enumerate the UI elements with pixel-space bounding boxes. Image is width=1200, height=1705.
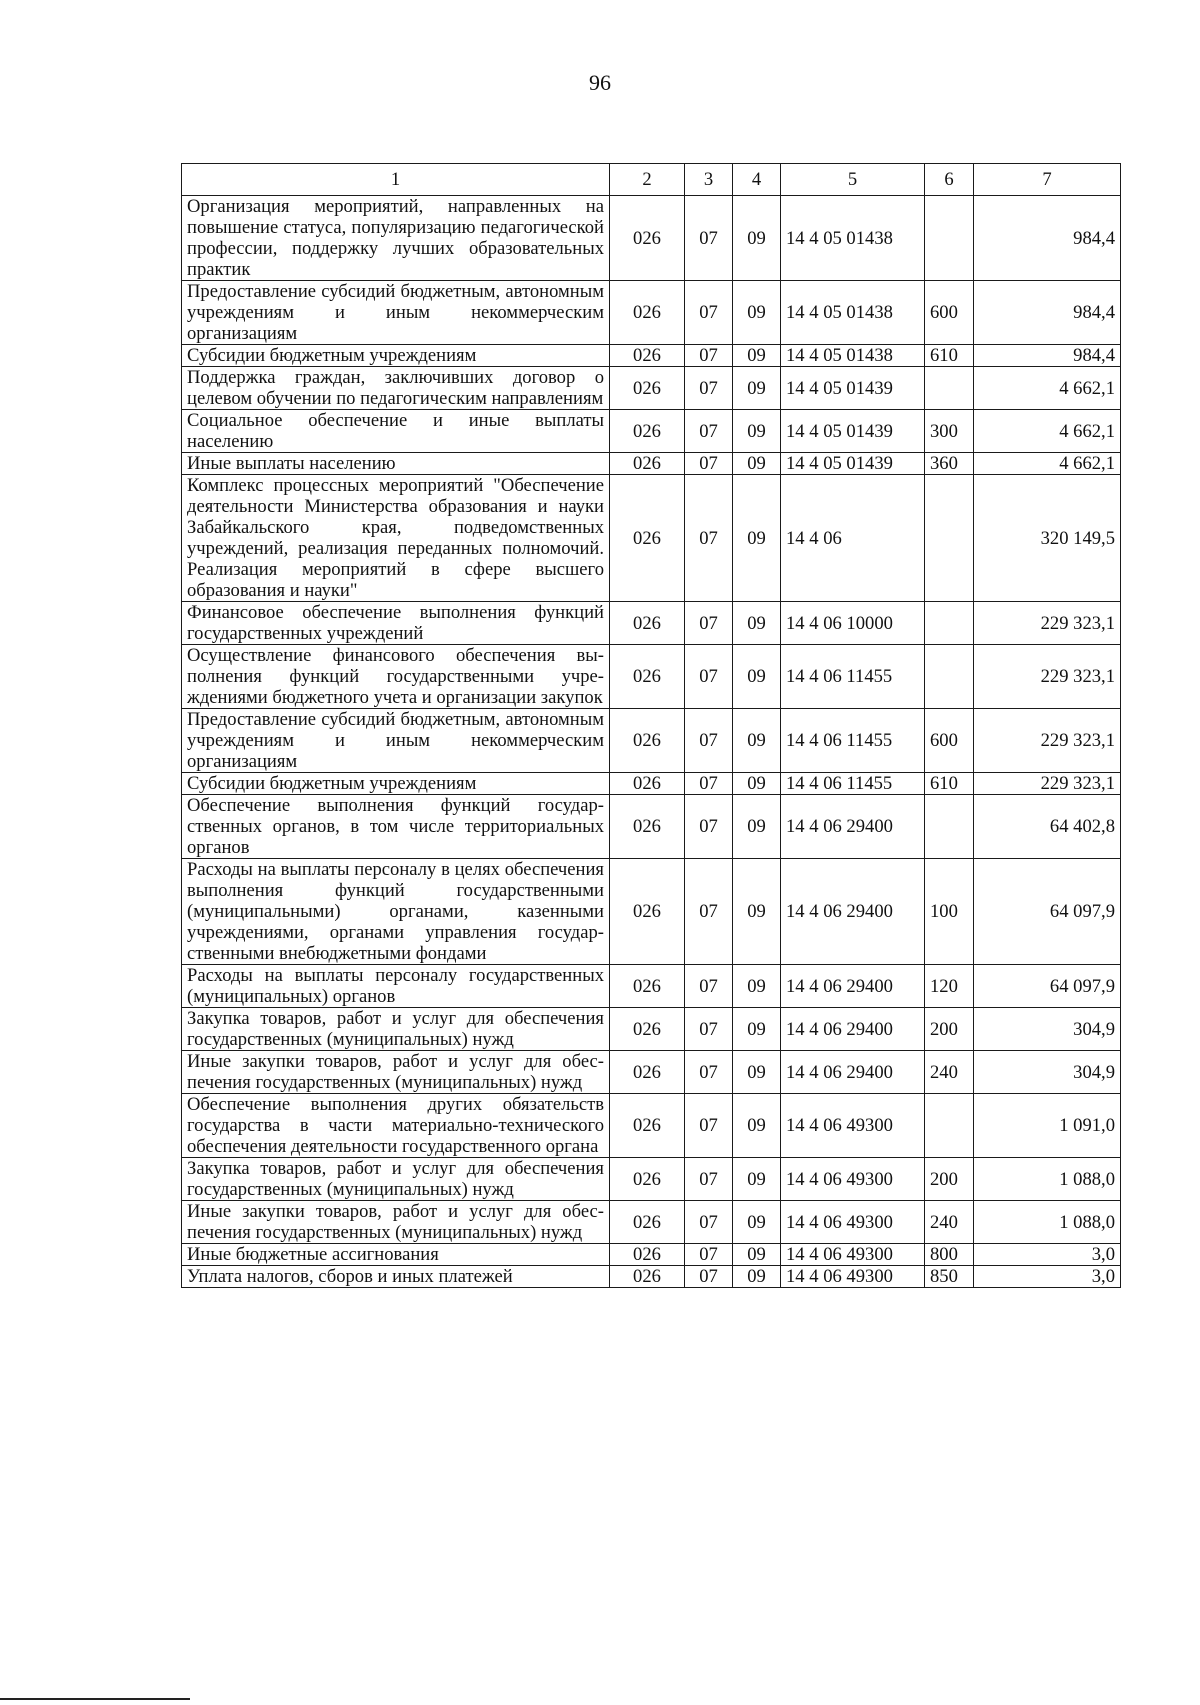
cell-ministry-code: 026 [610,1051,685,1094]
cell-ministry-code: 026 [610,196,685,281]
cell-target-article: 14 4 06 49300 [781,1266,925,1288]
cell-section-code: 07 [685,367,733,410]
cell-subsection-code: 09 [733,602,781,645]
cell-amount: 3,0 [974,1244,1121,1266]
cell-expense-type [925,367,974,410]
table-row [182,1266,1121,1288]
table-row [182,345,1121,367]
cell-subsection-code: 09 [733,1094,781,1158]
table-row [182,410,1121,453]
cell-ministry-code: 026 [610,453,685,475]
cell-subsection-code: 09 [733,475,781,602]
table-header [182,164,1121,196]
table-row [182,1051,1121,1094]
table-row [182,1244,1121,1266]
cell-ministry-code: 026 [610,345,685,367]
cell-name: Расходы на выплаты персоналу государственных (муниципальных) органов [182,965,610,1008]
table-row [182,773,1121,795]
header-col-5: 5 [781,164,925,196]
cell-section-code: 07 [685,196,733,281]
cell-subsection-code: 09 [733,410,781,453]
header-col-1: 1 [182,164,610,196]
cell-amount: 1 091,0 [974,1094,1121,1158]
cell-amount: 304,9 [974,1051,1121,1094]
cell-amount: 3,0 [974,1266,1121,1288]
cell-subsection-code: 09 [733,773,781,795]
cell-amount: 229 323,1 [974,773,1121,795]
cell-expense-type: 200 [925,1008,974,1051]
cell-section-code: 07 [685,602,733,645]
header-col-4: 4 [733,164,781,196]
cell-target-article: 14 4 06 49300 [781,1158,925,1201]
table-row [182,475,1121,602]
cell-target-article: 14 4 06 11455 [781,645,925,709]
table-row [182,1158,1121,1201]
cell-target-article: 14 4 06 11455 [781,773,925,795]
cell-section-code: 07 [685,1094,733,1158]
cell-target-article: 14 4 05 01439 [781,453,925,475]
cell-section-code: 07 [685,345,733,367]
cell-ministry-code: 026 [610,1201,685,1244]
cell-expense-type [925,795,974,859]
cell-amount: 1 088,0 [974,1158,1121,1201]
cell-name: Субсидии бюджетным учреждениям [182,345,610,367]
cell-target-article: 14 4 05 01439 [781,410,925,453]
cell-target-article: 14 4 06 29400 [781,965,925,1008]
cell-amount: 320 149,5 [974,475,1121,602]
cell-expense-type: 610 [925,345,974,367]
cell-subsection-code: 09 [733,1244,781,1266]
cell-amount: 64 097,9 [974,859,1121,965]
cell-name: Социальное обеспечение и иные выплаты населению [182,410,610,453]
header-col-3: 3 [685,164,733,196]
cell-section-code: 07 [685,1201,733,1244]
cell-expense-type: 100 [925,859,974,965]
cell-subsection-code: 09 [733,367,781,410]
cell-section-code: 07 [685,1244,733,1266]
cell-expense-type: 600 [925,709,974,773]
table-row [182,1094,1121,1158]
cell-ministry-code: 026 [610,281,685,345]
table-row [182,367,1121,410]
cell-name: Предоставление субсидий бюджетным, автономным учреждениям и иным некоммерческим организациям [182,281,610,345]
cell-target-article: 14 4 05 01438 [781,196,925,281]
cell-name: Финансовое обеспечение выполнения функций государственных учреждений [182,602,610,645]
cell-section-code: 07 [685,773,733,795]
cell-section-code: 07 [685,475,733,602]
cell-subsection-code: 09 [733,1158,781,1201]
header-col-7: 7 [974,164,1121,196]
cell-section-code: 07 [685,1051,733,1094]
cell-target-article: 14 4 06 29400 [781,1051,925,1094]
header-col-2: 2 [610,164,685,196]
cell-name: Обеспечение выполнения функций государственных органов, в том числе территориальных органов [182,795,610,859]
header-row [182,164,1121,196]
cell-ministry-code: 026 [610,1094,685,1158]
cell-ministry-code: 026 [610,795,685,859]
cell-ministry-code: 026 [610,1008,685,1051]
cell-target-article: 14 4 05 01439 [781,367,925,410]
cell-amount: 4 662,1 [974,367,1121,410]
cell-name: Иные закупки товаров, работ и услуг для обеспечения государственных (муниципальных) нужд [182,1051,610,1094]
cell-expense-type: 800 [925,1244,974,1266]
cell-section-code: 07 [685,795,733,859]
cell-ministry-code: 026 [610,965,685,1008]
cell-section-code: 07 [685,1008,733,1051]
cell-target-article: 14 4 05 01438 [781,281,925,345]
cell-target-article: 14 4 06 10000 [781,602,925,645]
cell-name: Субсидии бюджетным учреждениям [182,773,610,795]
cell-subsection-code: 09 [733,709,781,773]
cell-amount: 64 402,8 [974,795,1121,859]
cell-section-code: 07 [685,410,733,453]
cell-amount: 984,4 [974,281,1121,345]
cell-expense-type: 600 [925,281,974,345]
cell-subsection-code: 09 [733,965,781,1008]
cell-section-code: 07 [685,1266,733,1288]
cell-target-article: 14 4 05 01438 [781,345,925,367]
cell-amount: 1 088,0 [974,1201,1121,1244]
table-row [182,1008,1121,1051]
cell-expense-type: 300 [925,410,974,453]
cell-ministry-code: 026 [610,1158,685,1201]
cell-expense-type [925,196,974,281]
cell-amount: 64 097,9 [974,965,1121,1008]
cell-section-code: 07 [685,859,733,965]
cell-expense-type: 120 [925,965,974,1008]
cell-section-code: 07 [685,645,733,709]
cell-subsection-code: 09 [733,196,781,281]
cell-expense-type: 240 [925,1201,974,1244]
cell-name: Закупка товаров, работ и услуг для обеспечения государственных (муниципальных) нужд [182,1158,610,1201]
cell-ministry-code: 026 [610,367,685,410]
cell-amount: 229 323,1 [974,645,1121,709]
header-col-6: 6 [925,164,974,196]
table-row [182,1201,1121,1244]
cell-ministry-code: 026 [610,1266,685,1288]
cell-ministry-code: 026 [610,410,685,453]
cell-name: Осуществление финансового обеспечения выполнения функций государственными учреждениями бюджетного учета и организации закупок [182,645,610,709]
table-row [182,645,1121,709]
cell-amount: 229 323,1 [974,602,1121,645]
cell-name: Обеспечение выполнения других обязательств государства в части материально-технического обеспечения деятельности государственного органа [182,1094,610,1158]
cell-amount: 4 662,1 [974,453,1121,475]
cell-target-article: 14 4 06 29400 [781,859,925,965]
cell-target-article: 14 4 06 49300 [781,1201,925,1244]
cell-amount: 4 662,1 [974,410,1121,453]
cell-name: Уплата налогов, сборов и иных платежей [182,1266,610,1288]
cell-name: Расходы на выплаты персоналу в целях обеспечения выполнения функций государственными (муниципальными) органами, казенными учреждениями, органами управления государственными внебюджетными фондами [182,859,610,965]
cell-subsection-code: 09 [733,795,781,859]
cell-name: Комплекс процессных мероприятий "Обеспечение деятельности Министерства образования и науки Забайкальского края, подведомственных учреждений, реализация переданных полномочий. Реализация мероприятий в сфере высшего образования и науки" [182,475,610,602]
cell-expense-type: 610 [925,773,974,795]
cell-subsection-code: 09 [733,859,781,965]
cell-ministry-code: 026 [610,602,685,645]
cell-subsection-code: 09 [733,453,781,475]
cell-expense-type [925,1094,974,1158]
cell-subsection-code: 09 [733,1051,781,1094]
cell-name: Иные выплаты населению [182,453,610,475]
page-number: 96 [589,70,611,95]
cell-target-article: 14 4 06 29400 [781,1008,925,1051]
cell-section-code: 07 [685,281,733,345]
cell-subsection-code: 09 [733,645,781,709]
table-row [182,453,1121,475]
cell-section-code: 07 [685,709,733,773]
cell-name: Закупка товаров, работ и услуг для обеспечения государственных (муниципальных) нужд [182,1008,610,1051]
cell-amount: 229 323,1 [974,709,1121,773]
table-row [182,602,1121,645]
cell-target-article: 14 4 06 49300 [781,1244,925,1266]
cell-subsection-code: 09 [733,345,781,367]
cell-ministry-code: 026 [610,859,685,965]
cell-expense-type [925,645,974,709]
cell-expense-type [925,602,974,645]
cell-ministry-code: 026 [610,773,685,795]
table-row [182,965,1121,1008]
cell-amount: 984,4 [974,345,1121,367]
cell-expense-type [925,475,974,602]
cell-target-article: 14 4 06 49300 [781,1094,925,1158]
cell-ministry-code: 026 [610,709,685,773]
cell-target-article: 14 4 06 [781,475,925,602]
cell-ministry-code: 026 [610,645,685,709]
cell-name: Организация мероприятий, направленных на повышение статуса, популяризацию педагогической профессии, поддержку лучших образовательных практик [182,196,610,281]
cell-name: Поддержка граждан, заключивших договор о целевом обучении по педагогическим направлениям [182,367,610,410]
cell-name: Предоставление субсидий бюджетным, автономным учреждениям и иным некоммерческим организациям [182,709,610,773]
cell-expense-type: 360 [925,453,974,475]
cell-ministry-code: 026 [610,475,685,602]
budget-table [181,163,1121,1288]
cell-subsection-code: 09 [733,1201,781,1244]
scan-edge-line [0,1698,190,1700]
cell-ministry-code: 026 [610,1244,685,1266]
cell-subsection-code: 09 [733,1266,781,1288]
cell-name: Иные бюджетные ассигнования [182,1244,610,1266]
cell-expense-type: 200 [925,1158,974,1201]
cell-amount: 304,9 [974,1008,1121,1051]
cell-subsection-code: 09 [733,281,781,345]
cell-section-code: 07 [685,1158,733,1201]
cell-name: Иные закупки товаров, работ и услуг для обеспечения государственных (муниципальных) нужд [182,1201,610,1244]
cell-section-code: 07 [685,453,733,475]
table-row [182,196,1121,281]
table-body [182,196,1121,1288]
table-row [182,859,1121,965]
table-row [182,709,1121,773]
cell-expense-type: 240 [925,1051,974,1094]
cell-target-article: 14 4 06 29400 [781,795,925,859]
cell-expense-type: 850 [925,1266,974,1288]
cell-amount: 984,4 [974,196,1121,281]
cell-section-code: 07 [685,965,733,1008]
table-row [182,795,1121,859]
table-row [182,281,1121,345]
cell-subsection-code: 09 [733,1008,781,1051]
cell-target-article: 14 4 06 11455 [781,709,925,773]
